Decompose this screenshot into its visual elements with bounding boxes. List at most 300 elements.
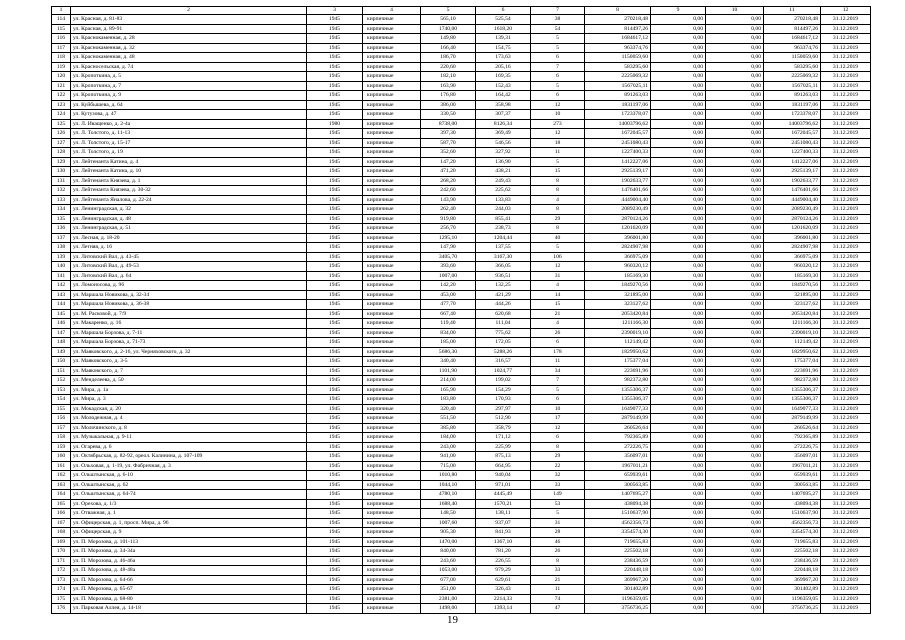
area-total-cell: 142,20 [421, 281, 476, 291]
value-cell: 396001,80 [585, 233, 651, 243]
row-index: 167 [52, 518, 71, 528]
year-cell: 1945 [307, 290, 363, 300]
zero-cell: 0,00 [706, 414, 764, 424]
material-cell: кирпичные [363, 509, 421, 519]
table-row [52, 214, 871, 224]
zero-cell: 0,00 [651, 547, 706, 557]
table-row [52, 281, 871, 291]
table-row [52, 575, 871, 585]
table-row [52, 138, 871, 148]
year-cell: 1945 [307, 395, 363, 405]
value-cell: 2879149,99 [585, 414, 651, 424]
value-cell: 185169,30 [585, 271, 651, 281]
table-body [52, 7, 871, 614]
year-cell: 1945 [307, 214, 363, 224]
zero-cell: 0,00 [651, 385, 706, 395]
address-cell: ул. Отважная, д. 1 [71, 509, 307, 519]
row-index: 139 [52, 252, 71, 262]
area-living-cell: 154,29 [476, 385, 531, 395]
date-cell: 31.12.2019 [821, 309, 871, 319]
area-total-cell: 186,70 [421, 53, 476, 63]
count-cell: 34 [531, 366, 585, 376]
area-total-cell: 340,40 [421, 357, 476, 367]
count-cell: 38 [531, 15, 585, 25]
table-row [52, 585, 871, 595]
table-row [52, 471, 871, 481]
row-index: 162 [52, 471, 71, 481]
zero-cell: 0,00 [706, 91, 764, 101]
row-index: 127 [52, 138, 71, 148]
material-cell: кирпичные [363, 252, 421, 262]
area-living-cell: 154,75 [476, 43, 531, 53]
column-number-row [52, 7, 871, 15]
material-cell: кирпичные [363, 281, 421, 291]
area-living-cell: 620,68 [476, 309, 531, 319]
area-living-cell: 2214,33 [476, 594, 531, 604]
row-index: 156 [52, 414, 71, 424]
date-cell: 31.12.2019 [821, 119, 871, 129]
row-index: 138 [52, 243, 71, 253]
material-cell: кирпичные [363, 148, 421, 158]
year-cell: 1945 [307, 528, 363, 538]
count-cell: 4 [531, 195, 585, 205]
row-index: 115 [52, 24, 71, 34]
balance-cell: 2870124,26 [764, 214, 821, 224]
row-index: 120 [52, 72, 71, 82]
column-number: 10 [706, 7, 764, 15]
balance-cell: 719655,83 [764, 537, 821, 547]
address-cell: ул. П. Морозова, д. 46-46а [71, 556, 307, 566]
table-row [52, 376, 871, 386]
area-living-cell: 1367,10 [476, 537, 531, 547]
count-cell: 14 [531, 290, 585, 300]
address-cell: ул. Кропоткина, д. 7 [71, 81, 307, 91]
zero-cell: 0,00 [706, 471, 764, 481]
year-cell: 1945 [307, 176, 363, 186]
material-cell: кирпичные [363, 566, 421, 576]
address-cell: ул. Л. Иващенко, д. 2-4а [71, 119, 307, 129]
date-cell: 31.12.2019 [821, 167, 871, 177]
area-total-cell: 386,00 [421, 100, 476, 110]
value-cell: 14003796,62 [585, 119, 651, 129]
table-row [52, 119, 871, 129]
area-total-cell: 256,70 [421, 224, 476, 234]
zero-cell: 0,00 [706, 518, 764, 528]
area-living-cell: 629,61 [476, 575, 531, 585]
year-cell: 1945 [307, 480, 363, 490]
material-cell: кирпичные [363, 262, 421, 272]
date-cell: 31.12.2019 [821, 537, 871, 547]
zero-cell: 0,00 [706, 309, 764, 319]
material-cell: кирпичные [363, 100, 421, 110]
table-row [52, 62, 871, 72]
address-cell: ул. Музыкальная, д. 9-11 [71, 433, 307, 443]
area-living-cell: 841,93 [476, 528, 531, 538]
address-cell: ул. Лейтенанта Катина, д. 10 [71, 167, 307, 177]
value-cell: 1831197,06 [585, 100, 651, 110]
balance-cell: 1567025,11 [764, 81, 821, 91]
year-cell: 1945 [307, 43, 363, 53]
balance-cell: 1201620,09 [764, 224, 821, 234]
address-cell: ул. Огарева, д. 6 [71, 442, 307, 452]
value-cell: 960320,12 [585, 262, 651, 272]
zero-cell: 0,00 [651, 518, 706, 528]
zero-cell: 0,00 [706, 452, 764, 462]
count-cell: 8 [531, 224, 585, 234]
table-row [52, 433, 871, 443]
row-index: 128 [52, 148, 71, 158]
balance-cell: 1150059,60 [764, 53, 821, 63]
zero-cell: 0,00 [706, 34, 764, 44]
address-cell: ул. М. Расковой, д. 7/9 [71, 309, 307, 319]
value-cell: 2053420,84 [585, 309, 651, 319]
zero-cell: 0,00 [706, 24, 764, 34]
value-cell: 366975,09 [585, 252, 651, 262]
material-cell: кирпичные [363, 300, 421, 310]
row-index: 114 [52, 15, 71, 25]
count-cell: 5 [531, 385, 585, 395]
table-row [52, 195, 871, 205]
date-cell: 31.12.2019 [821, 91, 871, 101]
area-total-cell: 185,00 [421, 338, 476, 348]
zero-cell: 0,00 [651, 585, 706, 595]
area-total-cell: 471,20 [421, 167, 476, 177]
date-cell: 31.12.2019 [821, 414, 871, 424]
date-cell: 31.12.2019 [821, 442, 871, 452]
table-row [52, 528, 871, 538]
area-living-cell: 171,12 [476, 433, 531, 443]
address-cell: ул. Литовский Вал, д. 43-45 [71, 252, 307, 262]
date-cell: 31.12.2019 [821, 433, 871, 443]
date-cell: 31.12.2019 [821, 556, 871, 566]
zero-cell: 0,00 [706, 252, 764, 262]
material-cell: кирпичные [363, 15, 421, 25]
table-row [52, 34, 871, 44]
value-cell: 223691,96 [585, 366, 651, 376]
zero-cell: 0,00 [706, 281, 764, 291]
year-cell: 1945 [307, 404, 363, 414]
balance-cell: 1407695,27 [764, 490, 821, 500]
table-row [52, 328, 871, 338]
area-total-cell: 330,50 [421, 110, 476, 120]
table-row [52, 404, 871, 414]
material-cell: кирпичные [363, 452, 421, 462]
table-row [52, 224, 871, 234]
address-cell: ул. Мира, д. 1а [71, 385, 307, 395]
value-cell: 719655,83 [585, 537, 651, 547]
value-cell: 1723378,07 [585, 110, 651, 120]
count-cell: 21 [531, 575, 585, 585]
address-cell: ул. Молодежная, д. 4 [71, 414, 307, 424]
zero-cell: 0,00 [706, 262, 764, 272]
zero-cell: 0,00 [706, 119, 764, 129]
year-cell: 1945 [307, 509, 363, 519]
material-cell: кирпичные [363, 585, 421, 595]
address-cell: ул. Красносельская, д. 74 [71, 62, 307, 72]
year-cell: 1945 [307, 385, 363, 395]
zero-cell: 0,00 [651, 119, 706, 129]
row-index: 153 [52, 385, 71, 395]
material-cell: кирпичные [363, 556, 421, 566]
row-index: 170 [52, 547, 71, 557]
area-total-cell: 182,10 [421, 72, 476, 82]
count-cell: 6 [531, 395, 585, 405]
zero-cell: 0,00 [706, 566, 764, 576]
year-cell: 1945 [307, 452, 363, 462]
value-cell: 2870124,26 [585, 214, 651, 224]
material-cell: кирпичные [363, 53, 421, 63]
zero-cell: 0,00 [651, 509, 706, 519]
value-cell: 260526,64 [585, 423, 651, 433]
table-row [52, 385, 871, 395]
zero-cell: 0,00 [706, 338, 764, 348]
material-cell: кирпичные [363, 604, 421, 614]
count-cell: 5 [531, 34, 585, 44]
year-cell: 1980 [307, 119, 363, 129]
row-index: 176 [52, 604, 71, 614]
date-cell: 31.12.2019 [821, 452, 871, 462]
year-cell: 1945 [307, 319, 363, 329]
area-total-cell: 834,00 [421, 328, 476, 338]
zero-cell: 0,00 [706, 290, 764, 300]
value-cell: 270218,48 [585, 15, 651, 25]
table-row [52, 499, 871, 509]
zero-cell: 0,00 [706, 129, 764, 139]
date-cell: 31.12.2019 [821, 281, 871, 291]
address-cell: ул. Офицерская, д. 9 [71, 528, 307, 538]
zero-cell: 0,00 [651, 195, 706, 205]
year-cell: 1945 [307, 433, 363, 443]
year-cell: 1945 [307, 490, 363, 500]
value-cell: 1829950,62 [585, 347, 651, 357]
area-living-cell: 5288,26 [476, 347, 531, 357]
area-total-cell: 147,90 [421, 243, 476, 253]
area-living-cell: 664,95 [476, 461, 531, 471]
value-cell: 982372,80 [585, 376, 651, 386]
table-row [52, 15, 871, 25]
value-cell: 963374,76 [585, 43, 651, 53]
area-total-cell: 148,50 [421, 509, 476, 519]
count-cell: 5 [531, 157, 585, 167]
area-living-cell: 979,29 [476, 566, 531, 576]
zero-cell: 0,00 [651, 129, 706, 139]
count-cell: 74 [531, 594, 585, 604]
area-living-cell: 138,11 [476, 509, 531, 519]
date-cell: 31.12.2019 [821, 528, 871, 538]
zero-cell: 0,00 [706, 195, 764, 205]
date-cell: 31.12.2019 [821, 395, 871, 405]
column-number: 12 [821, 7, 871, 15]
value-cell: 300563,85 [585, 480, 651, 490]
count-cell: 12 [531, 262, 585, 272]
zero-cell: 0,00 [651, 176, 706, 186]
balance-cell: 260526,64 [764, 423, 821, 433]
table-row [52, 72, 871, 82]
count-cell: 106 [531, 252, 585, 262]
balance-cell: 2925139,17 [764, 167, 821, 177]
count-cell: 12 [531, 129, 585, 139]
year-cell: 1945 [307, 547, 363, 557]
zero-cell: 0,00 [651, 528, 706, 538]
value-cell: 438094,38 [585, 499, 651, 509]
area-total-cell: 1007,60 [421, 518, 476, 528]
value-cell: 3354574,30 [585, 528, 651, 538]
date-cell: 31.12.2019 [821, 461, 871, 471]
balance-cell: 175377,04 [764, 357, 821, 367]
value-cell: 175377,04 [585, 357, 651, 367]
value-cell: 1476401,66 [585, 186, 651, 196]
year-cell: 1945 [307, 594, 363, 604]
row-index: 165 [52, 499, 71, 509]
value-cell: 659939,61 [585, 471, 651, 481]
table-row [52, 252, 871, 262]
address-cell: ул. Маршала Новикова, д. 36-38 [71, 300, 307, 310]
table-row [52, 604, 871, 614]
zero-cell: 0,00 [651, 414, 706, 424]
zero-cell: 0,00 [651, 537, 706, 547]
year-cell: 1945 [307, 604, 363, 614]
address-cell: ул. Маршала Борзова, д. 7-11 [71, 328, 307, 338]
material-cell: кирпичные [363, 290, 421, 300]
balance-cell: 1967011,21 [764, 461, 821, 471]
address-cell: ул. Ольштынская, д. 64-74 [71, 490, 307, 500]
count-cell: 47 [531, 604, 585, 614]
row-index: 175 [52, 594, 71, 604]
table-row [52, 81, 871, 91]
row-index: 147 [52, 328, 71, 338]
balance-cell: 225502,18 [764, 547, 821, 557]
table-row [52, 271, 871, 281]
table-row [52, 480, 871, 490]
year-cell: 1945 [307, 537, 363, 547]
area-living-cell: 132,25 [476, 281, 531, 291]
year-cell: 1945 [307, 53, 363, 63]
area-total-cell: 677,00 [421, 575, 476, 585]
count-cell: 5 [531, 509, 585, 519]
area-total-cell: 397,30 [421, 129, 476, 139]
zero-cell: 0,00 [651, 157, 706, 167]
zero-cell: 0,00 [706, 423, 764, 433]
value-cell: 3756736,25 [585, 604, 651, 614]
area-total-cell: 243,00 [421, 442, 476, 452]
area-living-cell: 444,26 [476, 300, 531, 310]
row-index: 169 [52, 537, 71, 547]
row-index: 130 [52, 167, 71, 177]
zero-cell: 0,00 [651, 338, 706, 348]
value-cell: 356097,01 [585, 452, 651, 462]
year-cell: 1945 [307, 338, 363, 348]
row-index: 152 [52, 376, 71, 386]
zero-cell: 0,00 [651, 347, 706, 357]
material-cell: кирпичные [363, 176, 421, 186]
zero-cell: 0,00 [651, 110, 706, 120]
address-cell: ул. Лесная, д. 18-20 [71, 233, 307, 243]
count-cell: 40 [531, 233, 585, 243]
date-cell: 31.12.2019 [821, 357, 871, 367]
count-cell: 31 [531, 518, 585, 528]
balance-cell: 792365,89 [764, 433, 821, 443]
count-cell: 8 [531, 556, 585, 566]
count-cell: 4 [531, 281, 585, 291]
address-cell: ул. Краснокаменная, д. 48 [71, 53, 307, 63]
table-row [52, 319, 871, 329]
address-cell: ул. Молочинского, д. 8 [71, 423, 307, 433]
area-living-cell: 249,43 [476, 176, 531, 186]
address-cell: ул. Маяковского, д. 3-5 [71, 357, 307, 367]
column-number: 7 [531, 7, 585, 15]
address-cell: ул. Лейтенанта Яналова, д. 22-24 [71, 195, 307, 205]
balance-cell: 366975,09 [764, 252, 821, 262]
column-number: 9 [651, 7, 706, 15]
count-cell: 12 [531, 100, 585, 110]
count-cell: 29 [531, 214, 585, 224]
material-cell: кирпичные [363, 110, 421, 120]
area-total-cell: 149,80 [421, 34, 476, 44]
address-cell: ул. Ломоносова, д. 96 [71, 281, 307, 291]
material-cell: кирпичные [363, 91, 421, 101]
row-index: 129 [52, 157, 71, 167]
material-cell: кирпичные [363, 271, 421, 281]
row-index: 171 [52, 556, 71, 566]
zero-cell: 0,00 [651, 357, 706, 367]
balance-cell: 1831197,06 [764, 100, 821, 110]
year-cell: 1945 [307, 328, 363, 338]
balance-cell: 982372,80 [764, 376, 821, 386]
zero-cell: 0,00 [706, 319, 764, 329]
material-cell: кирпичные [363, 490, 421, 500]
balance-cell: 2824907,98 [764, 243, 821, 253]
balance-cell: 2879149,99 [764, 414, 821, 424]
area-living-cell: 205,16 [476, 62, 531, 72]
zero-cell: 0,00 [651, 233, 706, 243]
zero-cell: 0,00 [651, 471, 706, 481]
year-cell: 1945 [307, 357, 363, 367]
area-total-cell: 477,70 [421, 300, 476, 310]
zero-cell: 0,00 [651, 328, 706, 338]
area-living-cell: 326,43 [476, 585, 531, 595]
balance-cell: 2089230,49 [764, 205, 821, 215]
address-cell: ул. Орехова, д. 1/3 [71, 499, 307, 509]
balance-cell: 220448,18 [764, 566, 821, 576]
zero-cell: 0,00 [651, 395, 706, 405]
zero-cell: 0,00 [706, 528, 764, 538]
material-cell: кирпичные [363, 319, 421, 329]
row-index: 133 [52, 195, 71, 205]
count-cell: 11 [531, 357, 585, 367]
table-row [52, 547, 871, 557]
zero-cell: 0,00 [706, 233, 764, 243]
row-index: 132 [52, 186, 71, 196]
balance-cell: 1902633,77 [764, 176, 821, 186]
area-total-cell: 1498,00 [421, 604, 476, 614]
table-row [52, 395, 871, 405]
year-cell: 1945 [307, 461, 363, 471]
year-cell: 1945 [307, 62, 363, 72]
zero-cell: 0,00 [651, 442, 706, 452]
count-cell: 17 [531, 414, 585, 424]
date-cell: 31.12.2019 [821, 24, 871, 34]
area-total-cell: 1688,40 [421, 499, 476, 509]
area-total-cell: 919,80 [421, 214, 476, 224]
value-cell: 1150059,60 [585, 53, 651, 63]
zero-cell: 0,00 [651, 91, 706, 101]
area-living-cell: 164,42 [476, 91, 531, 101]
table-row [52, 186, 871, 196]
balance-cell: 300563,85 [764, 480, 821, 490]
area-total-cell: 1470,00 [421, 537, 476, 547]
address-cell: ул. Ленинградская, д. 48 [71, 214, 307, 224]
area-living-cell: 971,01 [476, 480, 531, 490]
